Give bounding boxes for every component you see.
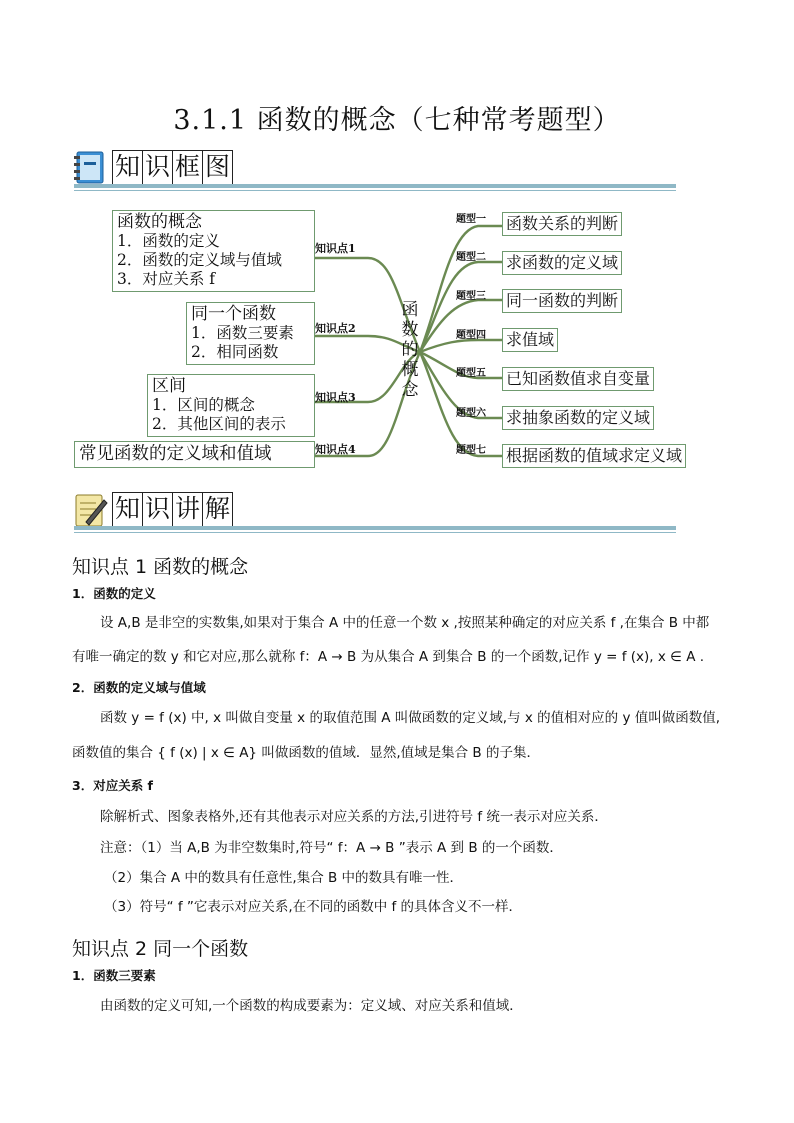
question-type-tag: 题型二 bbox=[456, 252, 486, 263]
center-char: 数 bbox=[401, 320, 419, 340]
kp2-heading: 知识点 2 同一个函数 bbox=[72, 938, 249, 960]
mindmap-box-common-domain bbox=[74, 441, 315, 468]
page-title: 3.1.1 函数的概念（七种常考题型） bbox=[173, 105, 621, 136]
paragraph: 除解析式、图象表格外,还有其他表示对应关系的方法,引进符号 f 统一表示对应关系． bbox=[100, 809, 608, 825]
box-item: 2．其他区间的表示 bbox=[152, 415, 286, 433]
paragraph: 由函数的定义可知,一个函数的构成要素为：定义域、对应关系和值域． bbox=[100, 998, 523, 1014]
section-divider bbox=[74, 526, 676, 530]
section-char: 讲 bbox=[172, 492, 203, 528]
box-item: 1．区间的概念 bbox=[152, 396, 255, 414]
question-type-box: 已知函数值求自变量 bbox=[502, 367, 654, 391]
paragraph: 函数 y = f (x) 中, x 叫做自变量 x 的取值范围 A 叫做函数的定义域,与 x 的值相对应的 y 值叫做函数值, bbox=[100, 710, 721, 726]
mindmap-box-concept bbox=[112, 210, 315, 292]
note-line: （3）符号“ f ”它表示对应关系,在不同的函数中 f 的具体含义不一样． bbox=[104, 899, 523, 915]
section-char: 解 bbox=[202, 492, 233, 528]
question-type-tag: 题型一 bbox=[456, 214, 486, 225]
box-heading: 函数的概念 bbox=[117, 212, 202, 232]
box-heading: 常见函数的定义域和值域 bbox=[79, 444, 272, 464]
note-line: （2）集合 A 中的数具有任意性,集合 B 中的数具有唯一性． bbox=[104, 870, 464, 886]
note-line: 注意：（1）当 A,B 为非空数集时,符号“ f：A → B ”表示 A 到 B 的一个函数． bbox=[100, 840, 563, 856]
knowledge-point-tag: 知识点4 bbox=[315, 443, 356, 456]
paragraph: 函数值的集合 { f (x) | x ∈ A} 叫做函数的值域．显然,值域是集合 B 的子集． bbox=[72, 745, 540, 761]
section-char: 识 bbox=[142, 150, 173, 186]
box-item: 2．函数的定义域与值域 bbox=[117, 251, 282, 269]
paragraph: 有唯一确定的数 y 和它对应,那么就称 f：A → B 为从集合 A 到集合 B 的一个函数,记作 y = f (x), x ∈ A . bbox=[72, 649, 705, 665]
question-type-tag: 题型四 bbox=[456, 330, 486, 341]
section-header-explanation bbox=[74, 492, 676, 532]
question-type-tag: 题型三 bbox=[456, 291, 486, 302]
center-char: 概 bbox=[401, 360, 419, 380]
kp1-heading: 知识点 1 函数的概念 bbox=[72, 556, 249, 578]
question-type-box: 求函数的定义域 bbox=[502, 251, 622, 275]
center-char: 的 bbox=[401, 340, 419, 360]
knowledge-point-tag: 知识点1 bbox=[315, 242, 356, 255]
mindmap-box-same-function bbox=[186, 302, 315, 365]
question-type-tag: 题型五 bbox=[456, 368, 486, 379]
center-char: 函 bbox=[401, 300, 419, 320]
mindmap-center bbox=[398, 300, 422, 400]
knowledge-point-tag: 知识点2 bbox=[315, 322, 356, 335]
box-item: 1．函数的定义 bbox=[117, 232, 220, 250]
center-char: 念 bbox=[401, 380, 419, 400]
section-char: 知 bbox=[112, 150, 143, 186]
mindmap-box-interval bbox=[147, 374, 315, 437]
question-type-box: 求抽象函数的定义域 bbox=[502, 406, 654, 430]
section-char: 知 bbox=[112, 492, 143, 528]
paragraph: 设 A,B 是非空的实数集,如果对于集合 A 中的任意一个数 x ,按照某种确定的对应关系 f ,在集合 B 中都 bbox=[100, 615, 710, 631]
question-type-box: 根据函数的值域求定义域 bbox=[502, 444, 686, 468]
question-type-tag: 题型七 bbox=[456, 445, 486, 456]
question-type-box: 同一函数的判断 bbox=[502, 289, 622, 313]
box-heading: 同一个函数 bbox=[191, 304, 276, 324]
knowledge-point-tag: 知识点3 bbox=[315, 391, 356, 404]
section-divider-thin bbox=[74, 532, 676, 533]
question-type-box: 求值域 bbox=[502, 328, 558, 352]
kp1-sub-domain-range: 2．函数的定义域与值域 bbox=[72, 680, 206, 695]
question-type-box: 函数关系的判断 bbox=[502, 212, 622, 236]
box-heading: 区间 bbox=[152, 376, 186, 396]
box-item: 1．函数三要素 bbox=[191, 324, 294, 342]
section-char: 图 bbox=[202, 150, 233, 186]
pencil-note-icon bbox=[74, 492, 108, 528]
kp2-sub-elements: 1．函数三要素 bbox=[72, 968, 156, 983]
kp1-sub-mapping: 3．对应关系 f bbox=[72, 778, 153, 793]
section-char: 框 bbox=[172, 150, 203, 186]
section-char: 识 bbox=[142, 492, 173, 528]
box-item: 2．相同函数 bbox=[191, 343, 279, 361]
kp1-sub-definition: 1．函数的定义 bbox=[72, 586, 156, 601]
box-item: 3．对应关系 f bbox=[117, 270, 216, 288]
question-type-tag: 题型六 bbox=[456, 408, 486, 419]
